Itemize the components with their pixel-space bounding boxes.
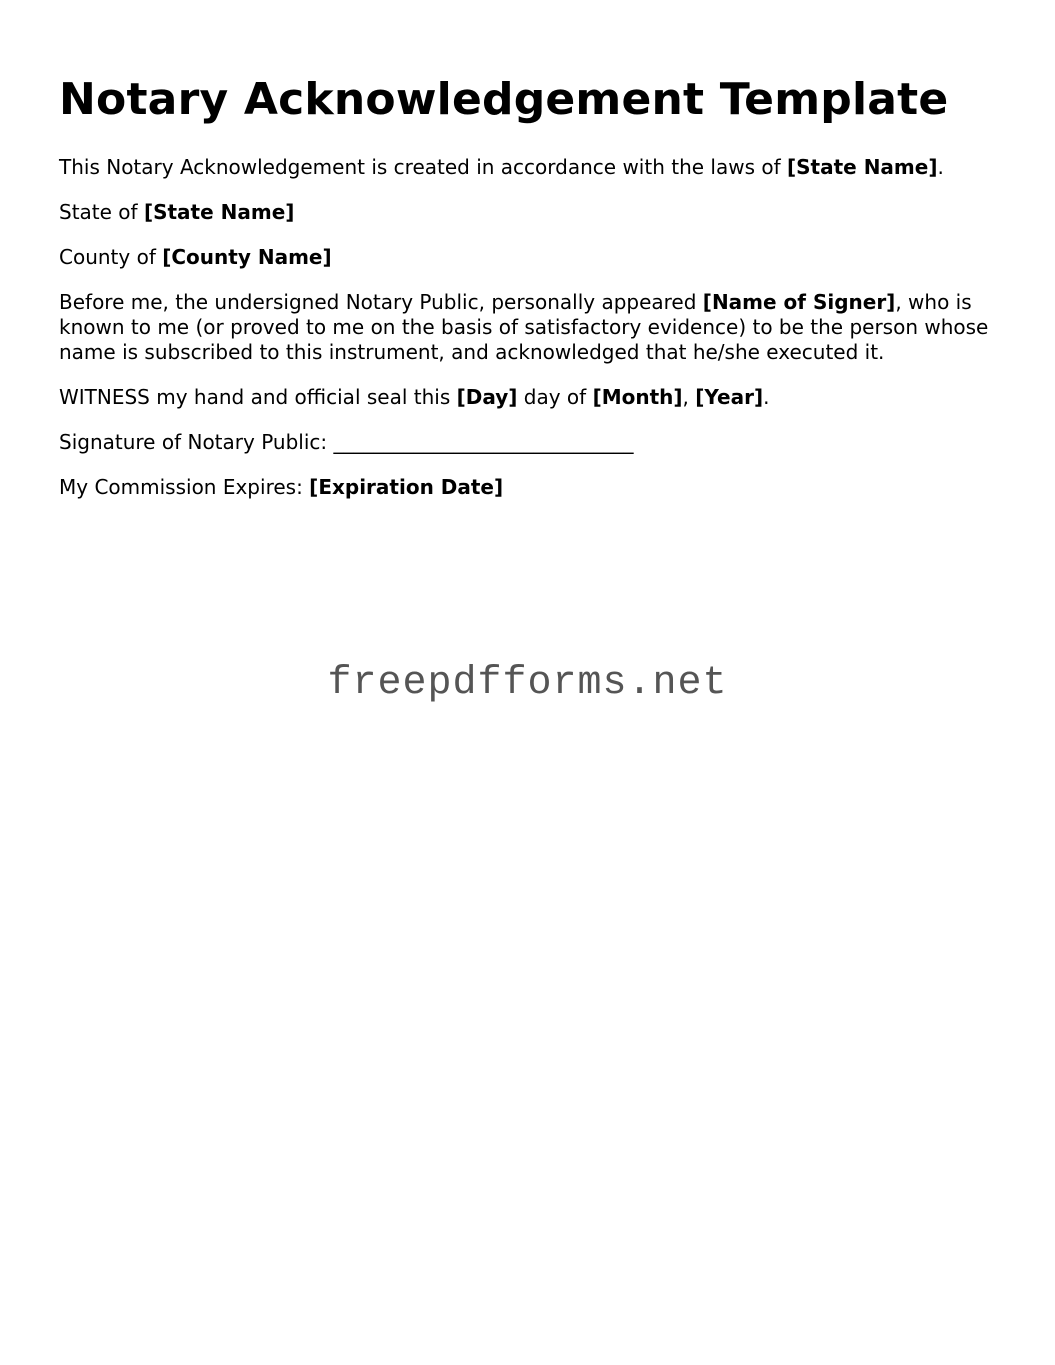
acknowledgement-text-before: Before me, the undersigned Notary Public, personally appeared: [59, 290, 703, 314]
document-page: [59, 72, 999, 520]
month-placeholder: [Month]: [592, 385, 683, 409]
watermark-text: freepdfforms.net: [327, 661, 728, 706]
acknowledgement-paragraph: [59, 290, 999, 365]
witness-separator: ,: [682, 385, 696, 409]
day-placeholder: [Day]: [456, 385, 518, 409]
intro-period: .: [937, 155, 944, 179]
intro-text: This Notary Acknowledgement is created in accordance with the laws of: [59, 155, 787, 179]
signature-label: Signature of Notary Public:: [59, 430, 334, 454]
document-title: Notary Acknowledgement Template: [59, 74, 949, 125]
witness-line: [59, 385, 999, 410]
witness-period: .: [763, 385, 770, 409]
witness-text-2: day of: [517, 385, 593, 409]
signature-blank[interactable]: ______________________________: [333, 430, 634, 454]
intro-paragraph: [59, 155, 999, 180]
county-label: County of: [59, 245, 163, 269]
year-placeholder: [Year]: [695, 385, 764, 409]
acknowledgement-text-after: , who is known to me (or proved to me on the basis of satisfactory evidence) to be the person whose name is subscribed to this instrument, and acknowledged that he/she executed it.: [59, 290, 989, 364]
state-label: State of: [59, 200, 144, 224]
commission-label: My Commission Expires:: [59, 475, 310, 499]
state-name-placeholder: [State Name]: [787, 155, 938, 179]
state-line: [59, 200, 999, 225]
county-line: [59, 245, 999, 270]
signature-line: [59, 430, 999, 455]
state-value: [State Name]: [143, 200, 295, 224]
county-value: [County Name]: [162, 245, 332, 269]
commission-line: [59, 475, 999, 500]
signer-name-placeholder: [Name of Signer]: [702, 290, 896, 314]
witness-text-1: WITNESS my hand and official seal this: [59, 385, 457, 409]
expiration-date-placeholder: [Expiration Date]: [309, 475, 504, 499]
